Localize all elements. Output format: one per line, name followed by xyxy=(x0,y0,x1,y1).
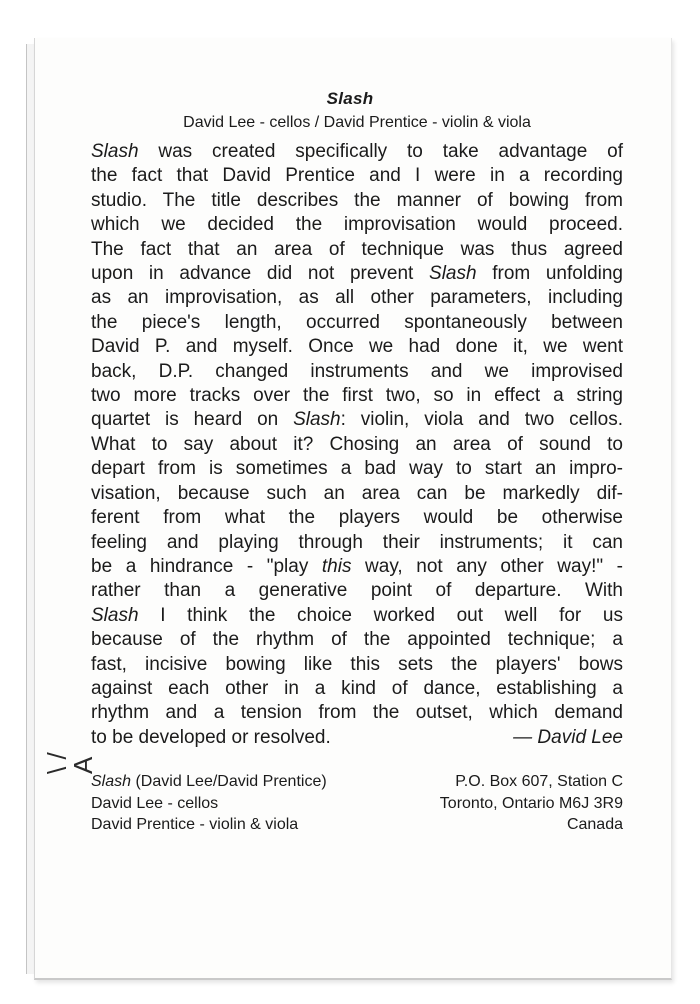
text-line: rhythm and a tension from the outset, which demand xyxy=(91,702,623,724)
text-line: be a hindrance - "play this way, not any other way!" - xyxy=(91,555,623,577)
track-performer-line: David Lee - cellos xyxy=(91,794,219,812)
text-line: David P. and myself. Once we had done it, we went xyxy=(91,336,623,358)
text-line: studio. The title describes the manner of bowing from xyxy=(91,189,623,211)
track-title-line: Slash (David Lee/David Prentice) xyxy=(91,773,327,790)
text-line: as an improvisation, as all other parameters, including xyxy=(91,287,623,309)
performer-credits: David Lee - cellos / David Prentice - violin & viola xyxy=(183,114,531,131)
text-line: to be developed or resolved. — David Lee xyxy=(91,726,623,750)
track-performer-line: David Prentice - violin & viola xyxy=(91,816,299,833)
mailing-address xyxy=(440,771,623,836)
author-signature: — David Lee xyxy=(513,726,623,748)
text-line: the fact that David Prentice and I were in a recording xyxy=(91,165,623,187)
track-credits xyxy=(91,771,327,836)
text-line: ferent from what the players would be otherwise xyxy=(91,507,623,529)
text-line: against each other in a kind of dance, establishing a xyxy=(91,677,623,699)
text-line: quartet is heard on Slash: violin, viola and two cellos. xyxy=(91,409,623,431)
text-line: depart from is sometimes a bad way to start an impro- xyxy=(91,458,623,480)
address-line: P.O. Box 607, Station C xyxy=(455,773,623,790)
text-line: which we decided the improvisation would proceed. xyxy=(91,214,623,236)
text-line: the piece's length, occurred spontaneously between xyxy=(91,311,623,333)
text-line: visation, because such an area can be markedly dif- xyxy=(91,482,623,504)
text-line: The fact that an area of technique was thus agreed xyxy=(91,238,623,260)
text-line: rather than a generative point of departure. With xyxy=(91,580,623,602)
address-line: Toronto, Ontario M6J 3R9 xyxy=(439,794,623,812)
text-line: What to say about it? Chosing an area of sound to xyxy=(91,433,623,455)
liner-notes-body xyxy=(91,140,623,750)
text-line: because of the rhythm of the appointed technique; a xyxy=(91,629,623,651)
text-line: upon in advance did not prevent Slash from unfolding xyxy=(91,263,623,285)
address-line: Canada xyxy=(566,816,623,833)
text-line: Slash was created specifically to take advantage of xyxy=(91,141,623,162)
text-line: back, D.P. changed instruments and we improvised xyxy=(91,360,623,382)
text-line: feeling and playing through their instruments; it can xyxy=(91,531,623,553)
page-title: Slash xyxy=(326,89,374,108)
text-line: fast, incisive bowing like this sets the players' bows xyxy=(91,653,623,675)
text-line: Slash I think the choice worked out well for us xyxy=(91,604,623,626)
side-edge-marks: \ / A xyxy=(42,752,98,774)
text-line: two more tracks over the first two, so in effect a string xyxy=(91,385,623,407)
